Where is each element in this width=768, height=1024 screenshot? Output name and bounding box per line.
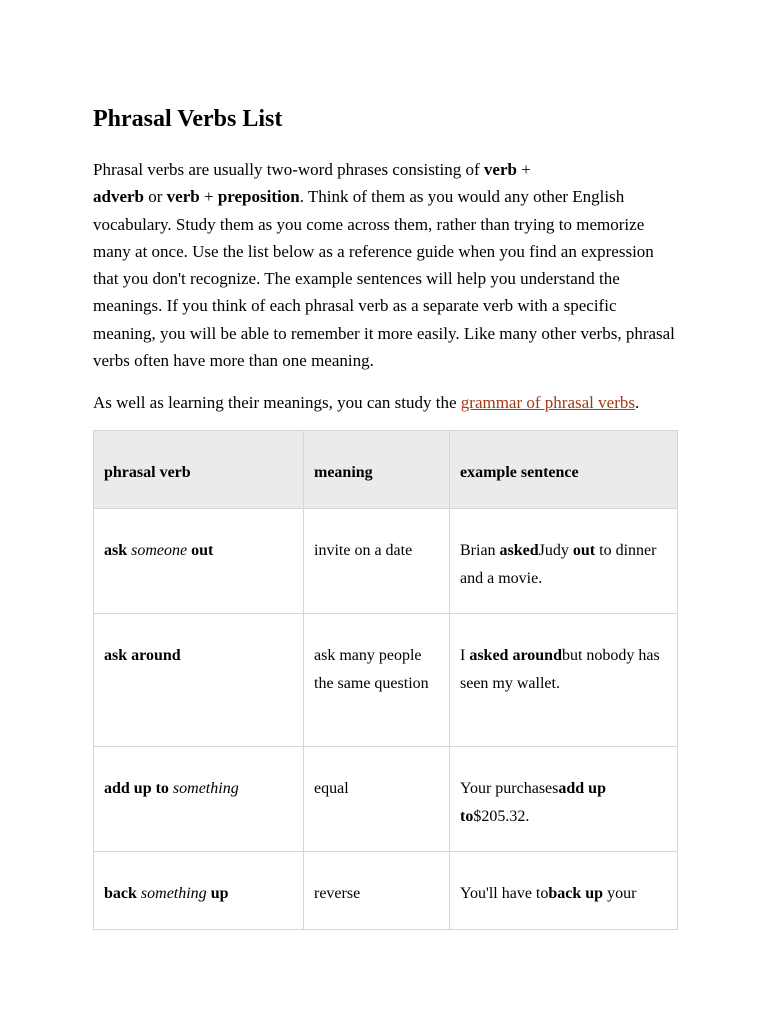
intro-term-verb: verb	[166, 187, 200, 207]
example-highlight: asked around	[469, 647, 562, 665]
column-header-example: example sentence	[450, 431, 678, 509]
phrasal-verb-cell	[94, 747, 304, 852]
intro-text: Phrasal verbs are usually two-word phrases consisting of	[93, 160, 484, 179]
example-text: You'll have to	[460, 885, 549, 903]
intro-term-adverb: adverb	[93, 187, 144, 207]
table-header-row	[94, 431, 678, 509]
page-title: Phrasal Verbs List	[93, 106, 283, 132]
example-highlight: back up	[548, 885, 604, 903]
intro-term-verb: verb	[483, 160, 517, 179]
verb-object: something	[140, 885, 207, 903]
verb-part: ask	[104, 542, 128, 560]
table-row	[94, 747, 678, 852]
example-text: Your purchases	[460, 780, 559, 798]
verb-particle: up	[210, 885, 229, 903]
example-text: Judy	[538, 542, 573, 560]
example-text: but nobody has seen my wallet.	[460, 647, 660, 692]
verb-object: something	[172, 780, 239, 798]
example-text: Brian	[460, 542, 500, 560]
grammar-note	[93, 389, 678, 416]
document-page	[93, 104, 678, 930]
intro-text: +	[516, 160, 531, 179]
intro-text: or	[144, 187, 167, 207]
example-highlight: out	[572, 542, 596, 560]
column-header-phrasal-verb: phrasal verb	[94, 431, 304, 509]
phrasal-verb-cell	[94, 614, 304, 747]
meaning-cell: ask many people the same question	[304, 614, 450, 747]
example-text: to dinner and a movie.	[460, 542, 657, 587]
example-highlight: add up to	[460, 780, 606, 825]
verb-part: back	[104, 885, 137, 903]
example-text: I	[460, 647, 470, 665]
meaning-cell: invite on a date	[304, 509, 450, 614]
intro-text: +	[199, 187, 218, 207]
verb-part: add up to	[104, 780, 169, 798]
example-cell	[450, 747, 678, 852]
phrasal-verbs-table	[93, 430, 678, 930]
intro-term-preposition: preposition	[217, 187, 300, 207]
intro-text: . Think of them as you would any other English vocabulary. Study them as you come across them, rather than trying to memorize many at once. Use the list below as a reference guide when you find an expression that you don't recognize. The example sentences will help you understand the meanings. If you think of each phrasal verb as a separate verb with a specific meaning, you will be able to remember it more easily. Like many other verbs, phrasal verbs often have more than one meaning.	[93, 187, 675, 371]
column-header-meaning: meaning	[304, 431, 450, 509]
example-cell	[450, 509, 678, 614]
example-cell	[450, 852, 678, 930]
verb-particle: out	[191, 542, 214, 560]
table-row	[94, 614, 678, 747]
example-cell	[450, 614, 678, 747]
grammar-link[interactable]: grammar of phrasal verbs	[460, 393, 635, 413]
table-row	[94, 509, 678, 614]
example-text: your	[603, 885, 637, 903]
grammar-note-text: As well as learning their meanings, you can study the	[93, 393, 461, 413]
example-text: $205.32.	[473, 807, 530, 825]
phrasal-verb-cell	[94, 852, 304, 930]
meaning-cell: equal	[304, 747, 450, 852]
meaning-cell: reverse	[304, 852, 450, 930]
table-row	[94, 852, 678, 930]
phrasal-verb-cell	[94, 509, 304, 614]
grammar-note-end: .	[634, 393, 640, 413]
verb-part: ask around	[104, 647, 181, 665]
verb-object: someone	[131, 542, 188, 560]
example-highlight: asked	[499, 542, 539, 560]
intro-paragraph	[93, 156, 678, 374]
